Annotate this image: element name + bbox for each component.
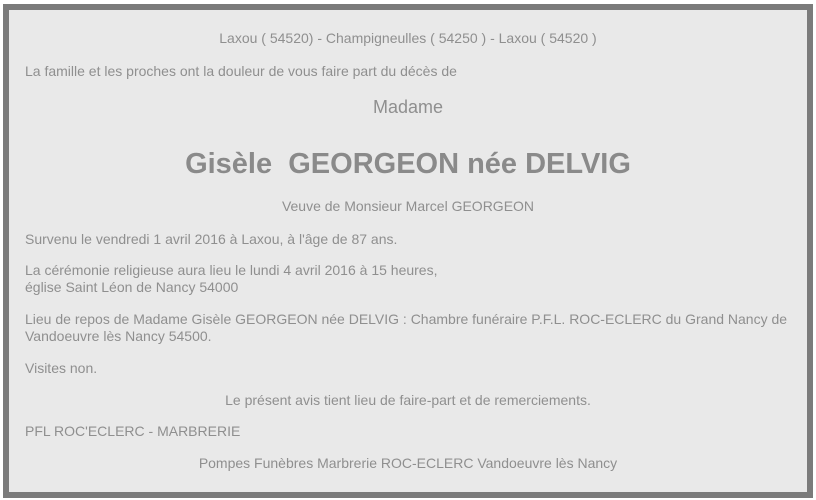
ceremony-line-1: La cérémonie religieuse aura lieu le lundi 4 avril 2016 à 15 heures, (25, 262, 438, 278)
repose-paragraph: Lieu de repos de Madame Gisèle GEORGEON née DELVIG : Chambre funéraire P.F.L. ROC-ECLERC du Grand Nancy de Vandoeuvre lès Nancy 54500. (25, 311, 791, 344)
ceremony-paragraph (25, 262, 791, 296)
death-date-line: Survenu le vendredi 1 avril 2016 à Laxou, à l'âge de 87 ans. (25, 231, 398, 247)
deceased-name-title: Gisèle GEORGEON née DELVIG (185, 148, 631, 180)
signature-line: Pompes Funèbres Marbrerie ROC-ECLERC Vandoeuvre lès Nancy (198, 455, 618, 471)
funeral-home-line: PFL ROC'ECLERC - MARBRERIE (25, 423, 241, 439)
intro-line: La famille et les proches ont la douleur de vous faire part du décès de (25, 63, 457, 79)
civility-line: Madame (372, 97, 444, 117)
farewell-line: Le présent avis tient lieu de faire-part et de remerciements. (225, 392, 591, 408)
locations-line: Laxou ( 54520) - Champigneulles ( 54250 ) - Laxou ( 54520 ) (219, 30, 597, 46)
death-notice-card (3, 4, 813, 498)
ceremony-line-2: église Saint Léon de Nancy 54000 (25, 279, 239, 295)
widow-line: Veuve de Monsieur Marcel GEORGEON (281, 198, 535, 214)
visits-line: Visites non. (25, 360, 98, 376)
